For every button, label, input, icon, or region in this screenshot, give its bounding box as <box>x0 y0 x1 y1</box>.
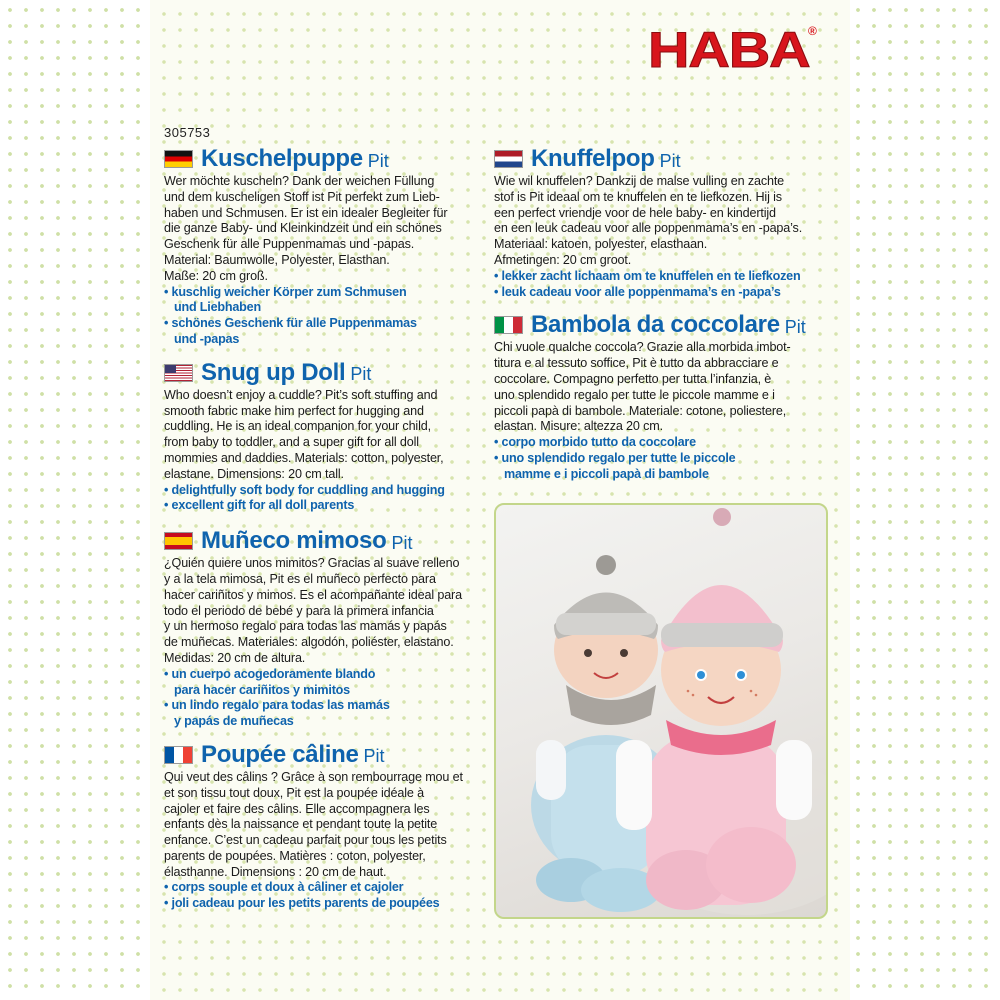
body-line: hacer cariñitos y mimos. Es el acompañante ideal para <box>164 587 462 602</box>
section-title: Knuffelpop <box>531 145 655 172</box>
feature-text: excellent gift for all doll parents <box>171 498 355 513</box>
section-subtitle: Pit <box>350 364 372 385</box>
feature-list <box>164 285 486 348</box>
body-line: todo el periodo de bebé y para la primera infancia <box>164 603 434 618</box>
section-subtitle: Pit <box>367 150 389 171</box>
flag-it-icon <box>494 316 523 334</box>
body-line: enfance. C’est un cadeau parfait pour tous les petits <box>164 833 447 848</box>
section-es <box>164 526 486 730</box>
section-heading <box>164 144 486 174</box>
body-line: cajoler et faire des câlins. Elle accompagnera les <box>164 801 430 816</box>
feature-text: und Liebhaben <box>174 300 261 315</box>
feature-text: para hacer cariñitos y mimitos <box>174 682 350 697</box>
flag-fr-icon <box>164 746 193 764</box>
feature-bullet <box>164 880 486 896</box>
feature-text: joli cadeau pour les petits parents de poupées <box>171 896 440 911</box>
flag-us-icon <box>164 364 193 382</box>
body-line: die ganze Baby- und Kleinkindzeit und ein schönes <box>164 221 442 236</box>
body-line: en een leuk cadeau voor alle poppenmama’s en -papa’s. <box>494 221 803 236</box>
feature-text: und -papas <box>174 331 240 346</box>
body-line: coccolare. Compagno perfetto per tutta l’infanzia, è <box>494 371 772 386</box>
feature-bullet <box>494 269 829 285</box>
section-body <box>164 174 486 285</box>
feature-bullet <box>164 483 486 499</box>
feature-list <box>494 269 829 301</box>
section-subtitle: Pit <box>784 316 806 337</box>
section-title: Kuschelpuppe <box>201 145 363 172</box>
body-line: titura e al tessuto soffice, Pit è tutto da abbracciare e <box>494 356 779 371</box>
section-body <box>164 770 486 881</box>
feature-list <box>164 483 486 515</box>
feature-bullet <box>494 435 829 451</box>
section-heading <box>164 526 486 556</box>
body-line: enfants dès la naissance et pendant toute la petite <box>164 817 438 832</box>
doll-illustration <box>496 505 826 917</box>
body-line: Qui veut des câlins ? Grâce à son rembourrage mou et <box>164 769 463 784</box>
feature-bullet <box>164 667 486 699</box>
body-line: ¿Quién quiere unos mimitos? Gracias al suave relleno <box>164 556 460 571</box>
body-line: und dem kuscheligen Stoff ist Pit perfekt zum Lieb- <box>164 189 440 204</box>
body-line: stof is Pit ideaal om te knuffelen en te liefkozen. Hij is <box>494 189 782 204</box>
feature-text: leuk cadeau voor alle poppenmama’s en -papa’s <box>501 284 781 299</box>
feature-text: y papás de muñecas <box>174 714 294 729</box>
section-it <box>494 310 829 482</box>
body-line: Afmetingen: 20 cm groot. <box>494 252 632 267</box>
flag-nl-icon <box>494 150 523 168</box>
section-heading <box>494 144 829 174</box>
feature-bullet <box>164 698 486 730</box>
body-line: elastane. Dimensions: 20 cm tall. <box>164 466 344 481</box>
left-column <box>164 142 486 912</box>
section-title: Muñeco mimoso <box>201 527 387 555</box>
right-column <box>494 142 829 483</box>
feature-text: lekker zacht lichaam om te knuffelen en te liefkozen <box>501 268 801 283</box>
feature-bullet <box>494 285 829 301</box>
section-body <box>494 174 829 269</box>
feature-bullet <box>164 896 486 912</box>
body-line: from baby to toddler, and a super gift for all doll <box>164 435 419 450</box>
section-nl <box>494 144 829 300</box>
section-subtitle: Pit <box>391 532 413 553</box>
section-title: Bambola da coccolare <box>531 311 780 339</box>
body-line: een perfect vriendje voor de hele baby- en kindertijd <box>494 205 776 220</box>
body-line: Chi vuole qualche coccola? Grazie alla morbida imbot- <box>494 340 791 355</box>
feature-bullet <box>164 316 486 348</box>
body-line: Wer möchte kuscheln? Dank der weichen Füllung <box>164 174 435 188</box>
feature-text: delightfully soft body for cuddling and hugging <box>171 482 445 497</box>
feature-text: uno splendido regalo per tutte le piccole <box>501 450 736 465</box>
product-photo <box>494 503 828 919</box>
section-body <box>164 388 486 483</box>
feature-text: un lindo regalo para todas las mamás <box>171 698 390 713</box>
section-de <box>164 144 486 348</box>
section-us <box>164 358 486 514</box>
body-line: Material: Baumwolle, Polyester, Elasthan. <box>164 252 390 267</box>
section-title: Poupée câline <box>201 740 359 768</box>
section-body <box>164 556 486 667</box>
feature-list <box>164 667 486 730</box>
feature-list <box>164 880 486 912</box>
feature-text: schönes Geschenk für alle Puppenmamas <box>171 316 417 331</box>
feature-list <box>494 435 829 482</box>
feature-text: un cuerpo acogedoramente blando <box>171 666 376 681</box>
body-line: parents de poupées. Matières : coton, polyester, <box>164 848 426 863</box>
feature-bullet <box>164 498 486 514</box>
body-line: haben und Schmusen. Er ist ein idealer Begleiter für <box>164 205 448 220</box>
section-heading <box>164 358 486 388</box>
body-line: Who doesn’t enjoy a cuddle? Pit’s soft stuffing and <box>164 387 438 402</box>
body-line: Wie wil knuffelen? Dankzij de malse vulling en zachte <box>494 174 785 188</box>
section-subtitle: Pit <box>659 150 681 171</box>
flag-de-icon <box>164 150 193 168</box>
body-line: et son tissu tout doux, Pit est la poupée idéale à <box>164 785 424 800</box>
body-line: y a la tela mimosa, Pit es el muñeco perfecto para <box>164 571 436 586</box>
body-line: mommies and daddies. Materials: cotton, polyester, <box>164 450 444 465</box>
section-fr <box>164 740 486 912</box>
section-heading <box>164 740 486 770</box>
registered-mark: ® <box>808 24 817 38</box>
body-line: smooth fabric make him perfect for hugging and <box>164 403 424 418</box>
flag-es-icon <box>164 532 193 550</box>
body-line: elastan. Misure: altezza 20 cm. <box>494 419 663 434</box>
body-line: de muñecas. Materiales: algodón, poliéster, elastano. <box>164 635 454 650</box>
feature-text: corpo morbido tutto da coccolare <box>501 435 696 450</box>
body-line: Medidas: 20 cm de altura. <box>164 650 306 665</box>
section-body <box>494 340 829 435</box>
feature-text: kuschlig weicher Körper zum Schmusen <box>171 284 407 299</box>
body-line: uno splendido regalo per tutte le piccole mamme e i <box>494 387 775 402</box>
section-heading <box>494 310 829 340</box>
body-line: Maße: 20 cm groß. <box>164 268 268 283</box>
feature-text: mamme e i piccoli papà di bambole <box>504 466 709 481</box>
body-line: Materiaal: katoen, polyester, elasthaan. <box>494 237 708 252</box>
feature-bullet <box>164 285 486 317</box>
feature-bullet <box>494 451 829 483</box>
body-line: cuddling. He is an ideal companion for your child, <box>164 419 431 434</box>
haba-logo: HABA <box>648 22 810 78</box>
body-line: Geschenk für alle Puppenmamas und -papas. <box>164 237 415 252</box>
body-line: y un hermoso regalo para todas las mamás y papás <box>164 619 447 634</box>
article-number: 305753 <box>164 125 211 140</box>
body-line: piccoli papà di bambole. Materiale: cotone, poliestere, <box>494 403 787 418</box>
section-subtitle: Pit <box>363 746 385 767</box>
body-line: élasthanne. Dimensions : 20 cm de haut. <box>164 864 387 879</box>
section-title: Snug up Doll <box>201 358 346 386</box>
feature-text: corps souple et doux à câliner et cajoler <box>171 880 404 895</box>
